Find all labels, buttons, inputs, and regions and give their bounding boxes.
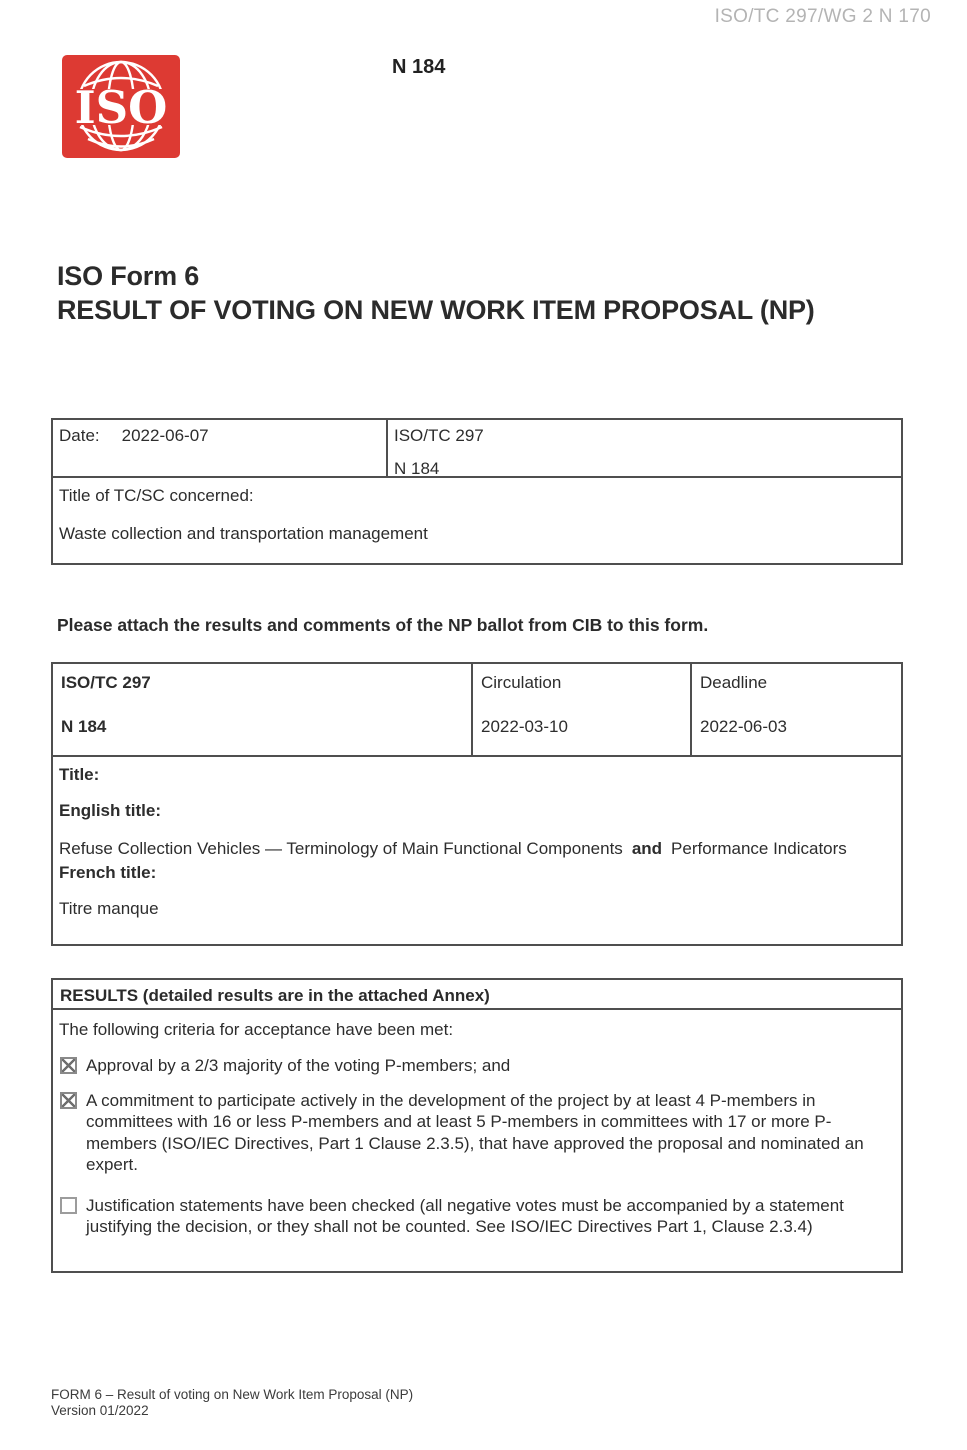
- ballot-committee-cell: [53, 664, 473, 755]
- tc-title-label: Title of TC/SC concerned:: [59, 486, 254, 505]
- criterion-row: [59, 1090, 893, 1176]
- title-label: Title:: [59, 765, 100, 784]
- criterion-row: [59, 1195, 893, 1238]
- doc-number-top: N 184: [392, 56, 446, 78]
- english-title-label: English title:: [59, 801, 161, 820]
- iso-logo-text: ISO: [74, 81, 168, 134]
- results-table: [51, 978, 903, 1273]
- date-label: Date:: [59, 426, 100, 445]
- committee-name: ISO/TC 297: [394, 426, 484, 445]
- results-header: RESULTS (detailed results are in the attached Annex): [53, 980, 901, 1010]
- footer-version: Version 01/2022: [51, 1403, 149, 1418]
- deadline-label: Deadline: [700, 673, 768, 692]
- criterion-text: Approval by a 2/3 majority of the voting P-members; and: [86, 1056, 511, 1075]
- criterion-row: [59, 1055, 893, 1077]
- deadline-cell: [692, 664, 901, 755]
- form-title: [57, 259, 815, 327]
- iso-globe-icon: [62, 55, 180, 158]
- date-cell: [53, 420, 388, 476]
- criterion-checkbox[interactable]: [60, 1197, 77, 1214]
- form-title-line2: RESULT OF VOTING ON NEW WORK ITEM PROPOSAL (NP): [57, 295, 815, 325]
- deadline-date: 2022-06-03: [700, 717, 787, 736]
- footer-form-name: FORM 6 – Result of voting on New Work Item Proposal (NP): [51, 1387, 414, 1402]
- form-title-line1: ISO Form 6: [57, 261, 200, 291]
- attach-instruction: Please attach the results and comments of the NP ballot from CIB to this form.: [57, 615, 709, 635]
- criteria-intro: The following criteria for acceptance have been met:: [59, 1020, 454, 1039]
- page-footer: [51, 1387, 413, 1419]
- committee-cell: [388, 420, 901, 476]
- results-body: [53, 1010, 901, 1271]
- circulation-date: 2022-03-10: [481, 717, 568, 736]
- info-table: [51, 418, 903, 565]
- english-title-text: [59, 838, 859, 860]
- english-title-part1: Refuse Collection Vehicles — Terminology of Main Functional Components: [59, 839, 623, 858]
- french-title-label: French title:: [59, 863, 157, 882]
- criterion-text: Justification statements have been checked (all negative votes must be accompanied by a statement justifying the decision, or they shall not be counted. See ISO/IEC Directives Part 1, Clause 2.3.4): [86, 1195, 844, 1236]
- criterion-checkbox[interactable]: [60, 1057, 77, 1074]
- iso-logo: [62, 55, 180, 158]
- criterion-checkbox[interactable]: [60, 1092, 77, 1109]
- tc-title-cell: [53, 478, 901, 563]
- french-title-value: Titre manque: [59, 899, 159, 918]
- circulation-cell: [473, 664, 692, 755]
- criterion-text: A commitment to participate actively in the development of the project by at least 4 P-members in committees with 16 or less P-members and at least 5 P-members in committees with 17 or more P-members (ISO/IEC Directives, Part 1 Clause 2.3.5), that have approved the proposal and nominated an expert.: [86, 1090, 864, 1174]
- english-title-and: and: [631, 839, 663, 858]
- english-title-part2: Performance Indicators: [671, 839, 847, 858]
- titles-cell: [53, 757, 901, 944]
- ballot-doc-number: N 184: [61, 717, 107, 736]
- ballot-committee-name: ISO/TC 297: [61, 673, 151, 692]
- date-value: 2022-06-07: [121, 426, 209, 445]
- document-reference: ISO/TC 297/WG 2 N 170: [714, 6, 931, 27]
- ballot-table: [51, 662, 903, 946]
- committee-doc-number: N 184: [394, 459, 440, 478]
- circulation-label: Circulation: [481, 673, 562, 692]
- tc-title-value: Waste collection and transportation management: [59, 524, 428, 543]
